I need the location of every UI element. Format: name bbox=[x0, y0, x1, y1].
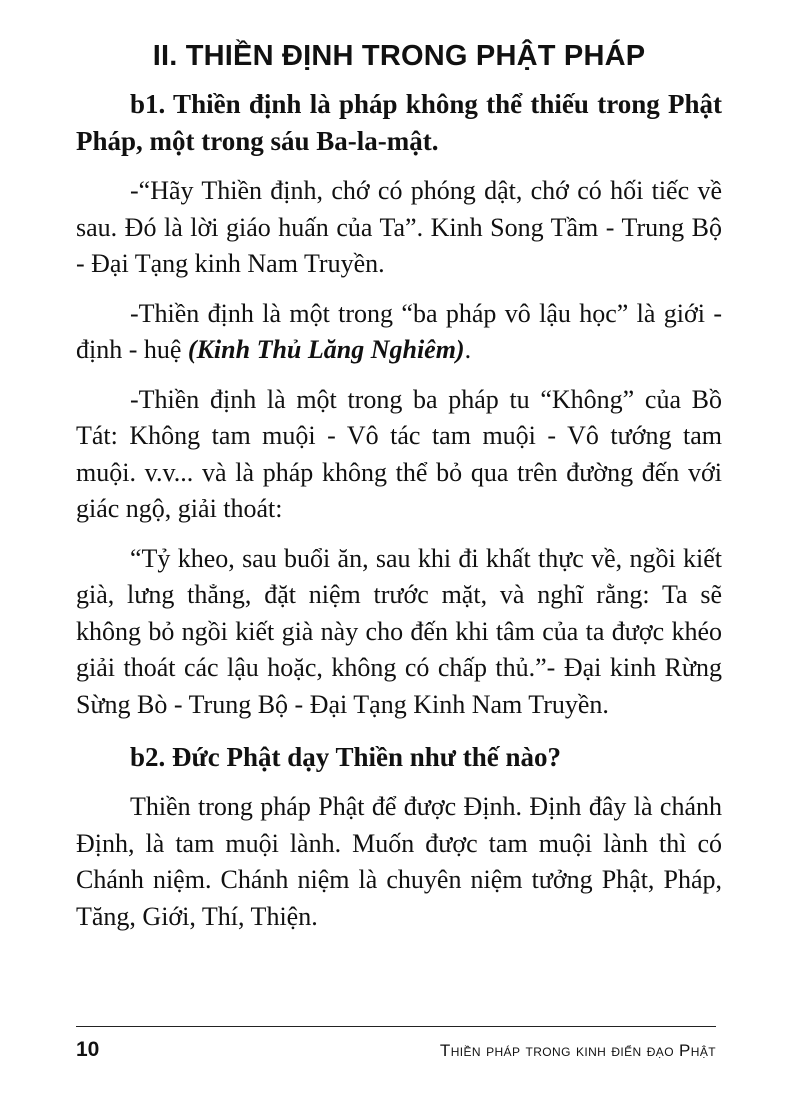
book-page bbox=[76, 0, 722, 1116]
body-text bbox=[76, 86, 722, 935]
footer-divider bbox=[76, 1026, 716, 1027]
paragraph-bhikkhu-quote: “Tỷ kheo, sau buổi ăn, sau khi đi khất thực về, ngồi kiết già, lưng thẳng, đặt niệm trước mặt, và nghĩ rằng: Ta sẽ không bỏ ngồi kiết già này cho đến khi tâm của ta được khéo giải thoát các lậu hoặc, không có chấp thủ.”- Đại kinh Rừng Sừng Bò - Trung Bộ - Đại Tạng Kinh Nam Truyền. bbox=[76, 543, 722, 719]
paragraph-three-trainings-end: . bbox=[464, 335, 472, 364]
subheading-b1: b1. Thiền định là pháp không thể thiếu trong Phật Pháp, một trong sáu Ba-la-mật. bbox=[76, 89, 722, 156]
paragraph-three-trainings-text: -Thiền định là một trong “ba pháp vô lậu học” là giới - định - huệ bbox=[76, 298, 722, 364]
page-number: 10 bbox=[76, 1038, 100, 1061]
paragraph-right-concentration: Thiền trong pháp Phật để được Định. Định đây là chánh Định, là tam muội lành. Muốn được tam muội lành thì có Chánh niệm. Chánh niệm là chuyên niệm tưởng Phật, Pháp, Tăng, Giới, Thí, Thiện. bbox=[76, 792, 722, 931]
section-title: II. THIỀN ĐỊNH TRONG PHẬT PHÁP bbox=[152, 40, 646, 72]
subheading-b2: b2. Đức Phật dạy Thiền như thế nào? bbox=[130, 742, 561, 772]
sutra-reference: (Kinh Thủ Lăng Nghiêm) bbox=[187, 335, 465, 364]
running-title: Thiền pháp trong kinh điển đạo Phật bbox=[439, 1041, 716, 1060]
paragraph-quote-dhyana: -“Hãy Thiền định, chớ có phóng dật, chớ có hối tiếc về sau. Đó là lời giáo huấn của Ta”. Kinh Song Tầm - Trung Bộ - Đại Tạng kinh Nam Truyền. bbox=[76, 176, 722, 278]
paragraph-three-trainings bbox=[76, 296, 722, 369]
paragraph-three-samadhi: -Thiền định là một trong ba pháp tu “Không” của Bồ Tát: Không tam muội - Vô tác tam muội - Vô tướng tam muội. v.v... và là pháp không thể bỏ qua trên đường đến với giác ngộ, giải thoát: bbox=[76, 384, 722, 523]
